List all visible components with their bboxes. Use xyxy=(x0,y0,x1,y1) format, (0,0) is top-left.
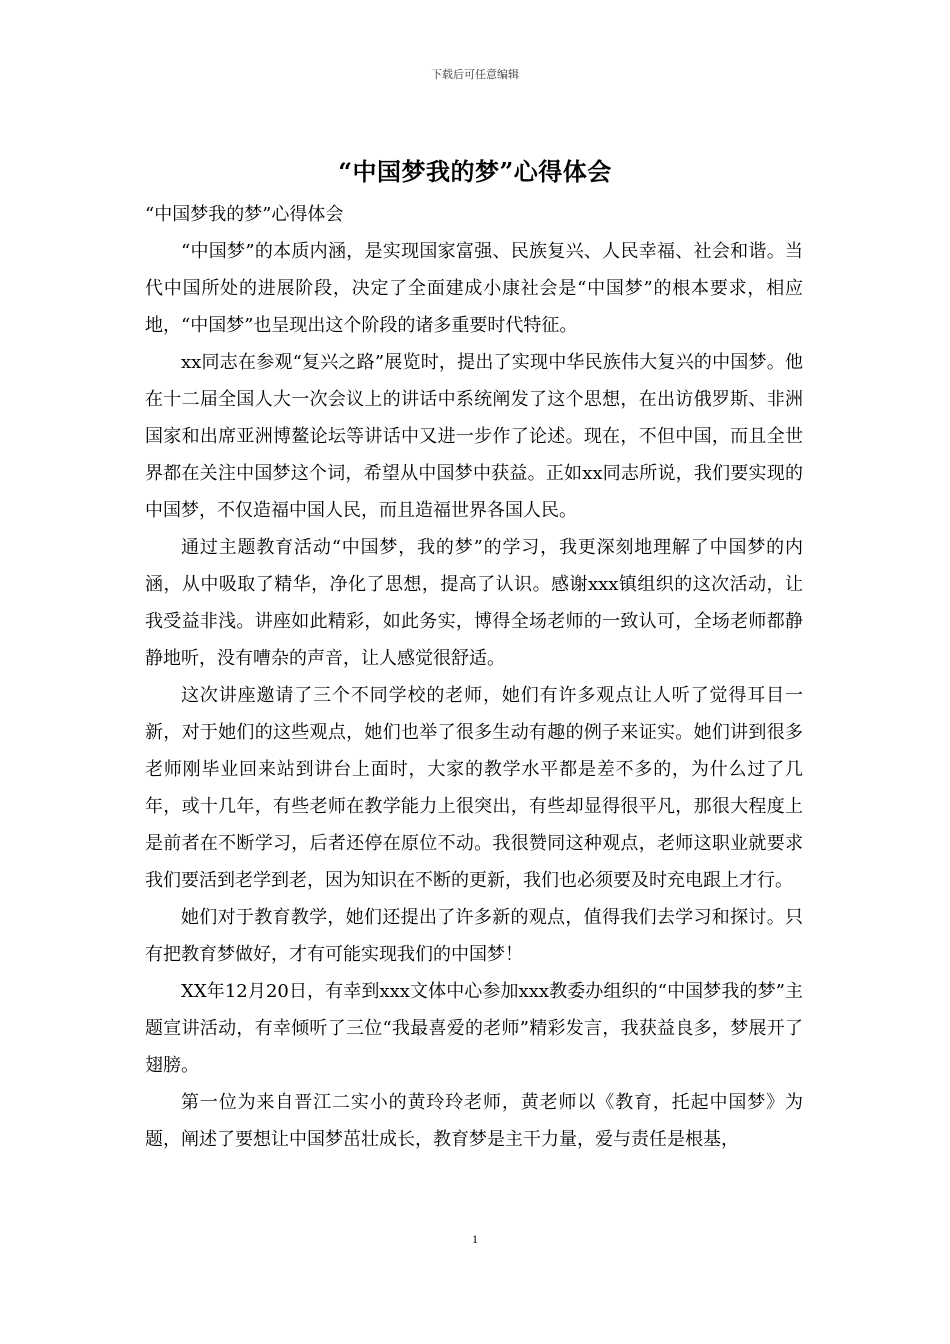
paragraph-7: 第一位为来自晋江二实小的黄玲玲老师，黄老师以《教育，托起中国梦》为题，阐述了要想让中国梦茁壮成长，教育梦是主干力量，爱与责任是根基， xyxy=(145,1092,803,1150)
document-body xyxy=(145,196,803,1158)
paragraph-5: 她们对于教育教学，她们还提出了许多新的观点，值得我们去学习和探讨。只有把教育梦做好，才有可能实现我们的中国梦！ xyxy=(145,907,803,965)
page-number: 1 xyxy=(472,1232,478,1246)
paragraph-2: xx同志在参观“复兴之路”展览时，提出了实现中华民族伟大复兴的中国梦。他在十二届全国人大一次会议上的讲话中系统阐发了这个思想，在出访俄罗斯、非洲国家和出席亚洲博鳌论坛等讲话中又进一步作了论述。现在，不但中国，而且全世界都在关注中国梦这个词，希望从中国梦中获益。正如xx同志所说，我们要实现的中国梦，不仅造福中国人民，而且造福世界各国人民。 xyxy=(145,352,803,521)
paragraph-6: XX年12月20日，有幸到xxx文体中心参加xxx教委办组织的“中国梦我的梦”主题宣讲活动，有幸倾听了三位“我最喜爱的老师”精彩发言，我获益良多，梦展开了翅膀。 xyxy=(145,981,803,1076)
paragraph-4: 这次讲座邀请了三个不同学校的老师，她们有许多观点让人听了觉得耳目一新，对于她们的这些观点，她们也举了很多生动有趣的例子来证实。她们讲到很多老师刚毕业回来站到讲台上面时，大家的教学水平都是差不多的，为什么过了几年，或十几年，有些老师在教学能力上很突出，有些却显得很平凡，那很大程度上是前者在不断学习，后者还停在原位不动。我很赞同这种观点，老师这职业就要求我们要活到老学到老，因为知识在不断的更新，我们也必须要及时充电跟上才行。 xyxy=(145,685,803,891)
document-title: “中国梦我的梦”心得体会 xyxy=(338,157,612,186)
document-subtitle: “中国梦我的梦”心得体会 xyxy=(145,204,344,225)
paragraph-3: 通过主题教育活动“中国梦，我的梦”的学习，我更深刻地理解了中国梦的内涵，从中吸取了精华，净化了思想，提高了认识。感谢xxx镇组织的这次活动，让我受益非浅。讲座如此精彩，如此务实，博得全场老师的一致认可，全场老师都静静地听，没有嘈杂的声音，让人感觉很舒适。 xyxy=(145,537,803,669)
paragraph-1: “中国梦”的本质内涵，是实现国家富强、民族复兴、人民幸福、社会和谐。当代中国所处的进展阶段，决定了全面建成小康社会是“中国梦”的根本要求，相应地，“中国梦”也呈现出这个阶段的诸多重要时代特征。 xyxy=(145,241,803,336)
header-note: 下载后可任意编辑 xyxy=(431,68,519,81)
